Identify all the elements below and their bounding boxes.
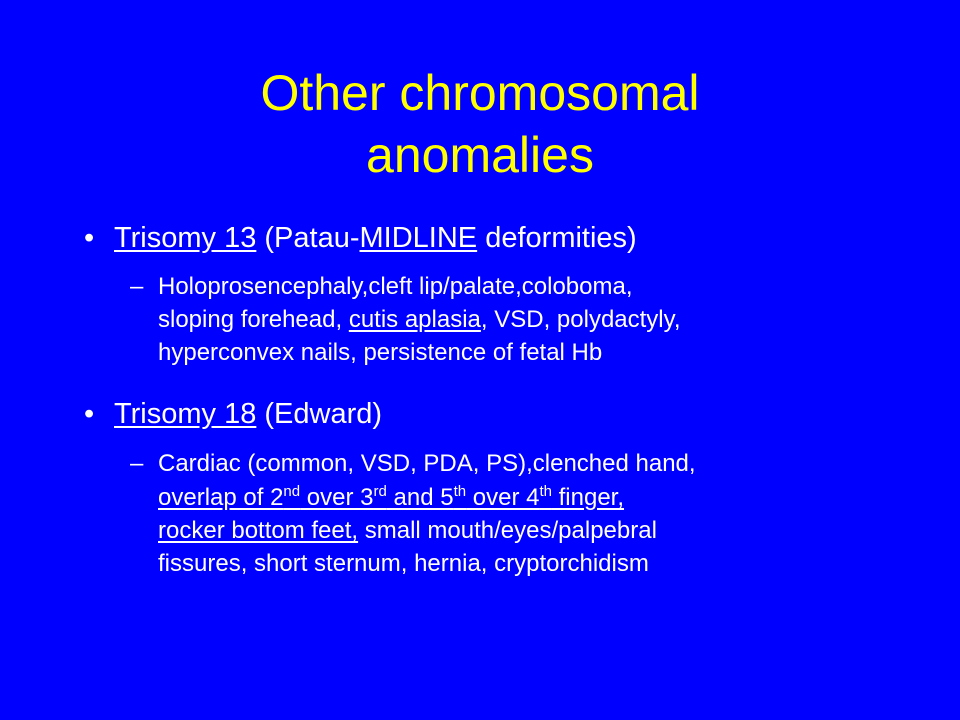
bullet-trisomy-13 <box>84 220 637 256</box>
sub-item-2-line-4 <box>130 547 649 580</box>
sup-th-2: th <box>539 483 552 500</box>
dash-icon: – <box>130 273 144 300</box>
sub1-line2-b: , VSD, polydactyly, <box>480 306 681 333</box>
overlap-text-5: finger, <box>551 484 625 511</box>
sub-item-1-line-1 <box>130 270 633 303</box>
title-line-2: anomalies <box>366 127 594 183</box>
cutis-aplasia-link[interactable]: cutis aplasia <box>348 306 481 333</box>
rocker-bottom-feet-link[interactable]: rocker bottom feet, <box>158 517 359 544</box>
trisomy-13-link[interactable]: Trisomy 13 <box>114 222 257 254</box>
sub-item-2-line-2 <box>130 481 624 514</box>
sub2-line4-text: fissures, short sternum, hernia, cryptorchidism <box>158 550 649 577</box>
overlap-text-1: overlap of 2 <box>158 484 284 511</box>
overlap-text-3: and 5 <box>386 484 454 511</box>
sup-rd: rd <box>373 483 387 500</box>
sup-th-1: th <box>453 483 467 500</box>
dash-icon: – <box>130 450 144 477</box>
sub-item-2-line-1 <box>130 447 696 480</box>
bullet-icon: • <box>84 398 95 430</box>
item2-text: (Edward) <box>256 398 383 430</box>
bullet-trisomy-18 <box>84 396 382 432</box>
sub2-line3-b: small mouth/eyes/palpebral <box>358 517 657 544</box>
sub2-line1-text: Cardiac (common, VSD, PDA, PS),clenched hand, <box>158 450 696 477</box>
sup-nd: nd <box>283 483 301 500</box>
item1-text-b: deformities) <box>477 222 637 254</box>
sub1-line1-text: Holoprosencephaly,cleft lip/palate,coloboma, <box>158 273 633 300</box>
overlap-text-2: over 3 <box>300 484 374 511</box>
sub-item-1-line-3 <box>130 336 602 369</box>
bullet-icon: • <box>84 222 95 254</box>
sub-item-2-line-3 <box>130 514 657 547</box>
title-line-1: Other chromosomal <box>260 65 700 121</box>
item1-text-a: (Patau- <box>256 222 360 254</box>
overlap-text-4: over 4 <box>466 484 540 511</box>
slide-title <box>0 62 960 186</box>
overlap-link[interactable] <box>158 484 624 511</box>
sub1-line3-text: hyperconvex nails, persistence of fetal Hb <box>158 339 603 366</box>
trisomy-18-link[interactable]: Trisomy 18 <box>114 398 257 430</box>
sub-item-1-line-2 <box>130 303 681 336</box>
midline-link[interactable]: MIDLINE <box>359 222 478 254</box>
sub1-line2-a: sloping forehead, <box>158 306 349 333</box>
